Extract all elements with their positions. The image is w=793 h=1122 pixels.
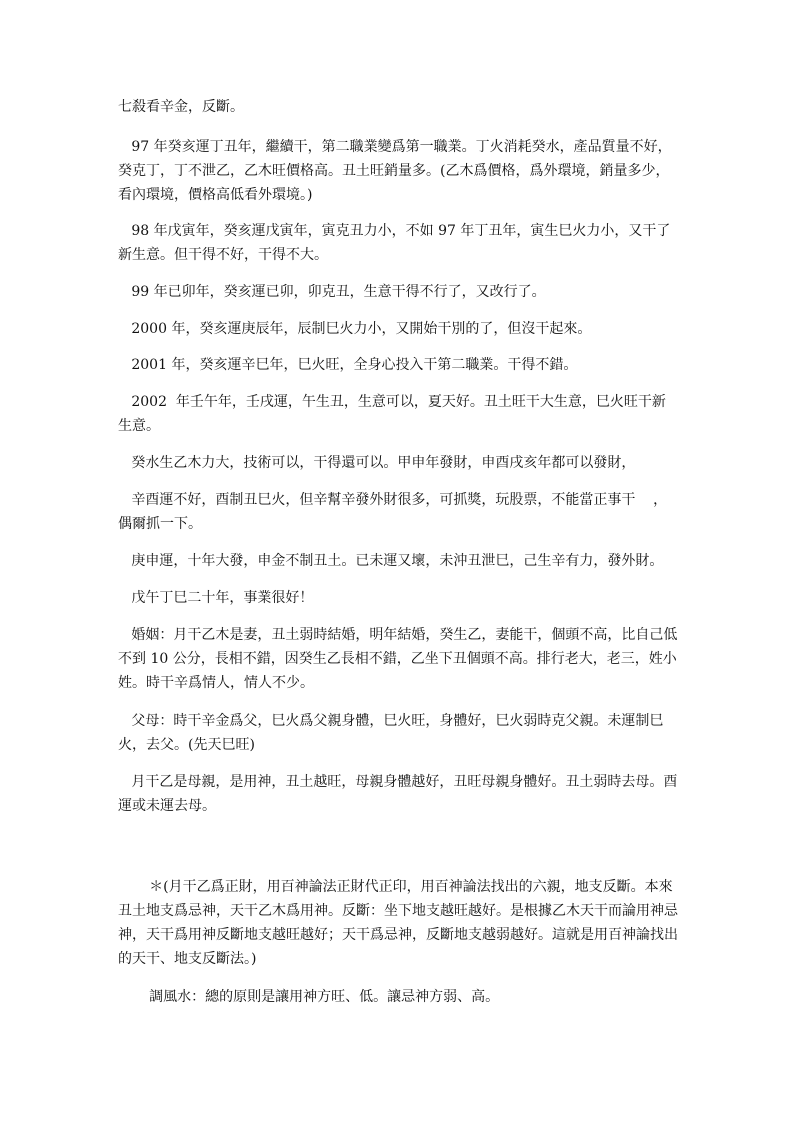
paragraph-1997: 97 年癸亥運丁丑年，繼續干，第二職業變爲第一職業。丁火消耗癸水，產品質量不好，癸克丁，丁不泄乙，乙木旺價格高。丑土旺銷量多。(乙木爲價格，爲外環境，銷量多少，看內環境，價格高低看外環境。) bbox=[118, 139, 672, 203]
paragraph-wuwu: 戊午丁巳二十年，事業很好！ bbox=[118, 590, 314, 606]
paragraph-guishui: 癸水生乙木力大，技術可以，干得還可以。甲申年發財，申酉戌亥年都可以發財， bbox=[118, 455, 636, 471]
paragraph-2000: 2000 年，癸亥運庚辰年，辰制巳火力小，又開始干別的了，但沒干起來。 bbox=[118, 321, 592, 337]
paragraph-fengshui: 調風水：總的原則是讓用神方旺、低。讓忌神方弱、高。 bbox=[118, 989, 500, 1005]
paragraph-mother: 月干乙是母親，是用神，丑土越旺，母親身體越好，丑旺母親身體好。丑土弱時去母。酉運或未運去母。 bbox=[118, 774, 678, 814]
paragraph-xinyou: 辛酉運不好，酉制丑巳火，但辛幫辛發外財很多，可抓獎，玩股票，不能當正事干 ，偶爾抓一下。 bbox=[118, 492, 668, 532]
paragraph-gengshen: 庚申運，十年大發，申金不制丑土。已未運又壞，未沖丑泄巳，己生辛有力，發外財。 bbox=[118, 553, 664, 569]
paragraph-1998: 98 年戊寅年，癸亥運戊寅年，寅克丑力小，不如 97 年丁丑年，寅生巳火力小，又干了新生意。但干得不好，干得不大。 bbox=[118, 223, 671, 263]
paragraph-parents: 父母：時干辛金爲父，巳火爲父親身體，巳火旺，身體好，巳火弱時克父親。未運制巳火，去父。(先天巳旺) bbox=[118, 713, 664, 753]
paragraph-1999: 99 年已卯年，癸亥運已卯，卯克丑，生意干得不行了，又改行了。 bbox=[118, 284, 546, 300]
paragraph-marriage: 婚姻：月干乙木是妻，丑土弱時結婚，明年結婚，癸生乙，妻能干，個頭不高，比自己低不到 10 公分，長相不錯，因癸生乙長相不錯，乙坐下丑個頭不高。排行老大，老三，姓小姓。時干辛爲情人，情人不少。 bbox=[118, 627, 678, 691]
paragraph-note: ＊(月干乙爲正財，用百神論法正財代正印，用百神論法找出的六親，地支反斷。本來丑土地支爲忌神，天干乙木爲用神。反斷：坐下地支越旺越好。是根據乙木天干而論用神忌神，天干爲用神反斷地支越旺越好；天干爲忌神，反斷地支越弱越好。這就是用百神論找出的天干、地支反斷法。) bbox=[118, 879, 678, 967]
paragraph-2001: 2001 年，癸亥運辛巳年，巳火旺，全身心投入干第二職業。干得不錯。 bbox=[118, 357, 578, 373]
paragraph-2002: 2002 年壬午年，壬戌運，午生丑，生意可以，夏天好。丑土旺干大生意，巳火旺干新生意。 bbox=[118, 394, 666, 434]
paragraph-intro: 七殺看辛金，反斷。 bbox=[118, 99, 244, 115]
